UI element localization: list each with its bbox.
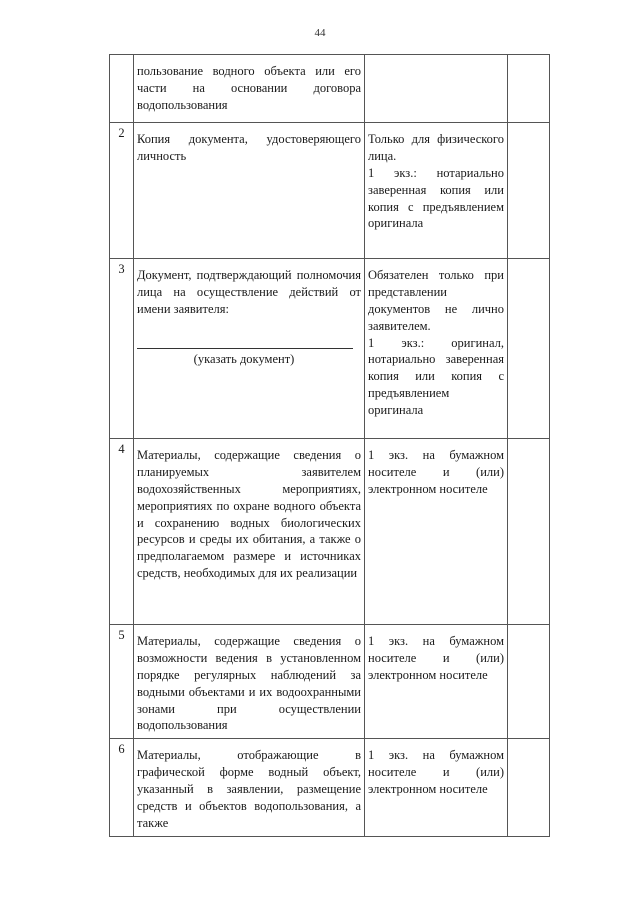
row-number: 4 (110, 439, 134, 625)
row-number: 6 (110, 739, 134, 836)
document-name: Копия документа, удостоверяющего личность (134, 123, 365, 259)
extra-cell (508, 625, 550, 739)
condition-line: 1 экз.: нотариально заверенная копия или копия с предъявлением оригинала (368, 165, 504, 231)
condition-line: Только для физического лица. (368, 132, 504, 163)
fill-in-caption: (указать документ) (193, 351, 295, 366)
document-name: Материалы, содержащие сведения о планируемых заявителем водохозяйственных мероприятиях, мероприятиях по охране водного объекта и сохранению водных биологических ресурсов и среды их обитания, а также о предполагаемом размере и источниках средств, необходимых для их реализации (134, 439, 365, 625)
condition-line: 1 экз. на бумажном носителе и (или) электронном носителе (368, 448, 504, 496)
submission-condition (365, 625, 508, 739)
submission-condition (365, 123, 508, 259)
fill-in-line (137, 348, 353, 349)
submission-condition (365, 439, 508, 625)
row-number: 5 (110, 625, 134, 739)
extra-cell (508, 55, 550, 123)
condition-line: 1 экз. на бумажном носителе и (или) электронном носителе (368, 634, 504, 682)
extra-cell (508, 259, 550, 439)
condition-line: Обязателен только при представлении документов не лично заявителем. (368, 268, 504, 333)
extra-cell (508, 439, 550, 625)
extra-cell (508, 739, 550, 836)
row-number: 3 (110, 259, 134, 439)
extra-cell (508, 123, 550, 259)
row-number (110, 55, 134, 123)
submission-condition (365, 259, 508, 439)
table-row (110, 55, 550, 123)
table-row (110, 123, 550, 259)
page-number: 44 (314, 27, 326, 39)
document-name (134, 259, 365, 439)
table-row (110, 739, 550, 836)
document-text: Документ, подтверждающий полномочия лица на осуществление действий от имени заявителя: (137, 268, 361, 316)
document-name: Материалы, отображающие в графической форме водный объект, указанный в заявлении, размещение средств и объектов водопользования, а также (134, 739, 365, 836)
submission-condition (365, 55, 508, 123)
condition-line: 1 экз. на бумажном носителе и (или) электронном носителе (368, 748, 504, 796)
document-name: пользование водного объекта или его части на основании договора водопользования (134, 55, 365, 123)
documents-table (109, 54, 550, 837)
condition-line: 1 экз.: оригинал, нотариально заверенная копия или копия с предъявлением оригинала (368, 335, 504, 417)
document-name: Материалы, содержащие сведения о возможности ведения в установленном порядке регулярных наблюдений за водными объектами и их водоохранными зонами при осуществлении водопользования (134, 625, 365, 739)
submission-condition (365, 739, 508, 836)
table-row (110, 625, 550, 739)
table-row (110, 259, 550, 439)
row-number: 2 (110, 123, 134, 259)
table-row (110, 439, 550, 625)
